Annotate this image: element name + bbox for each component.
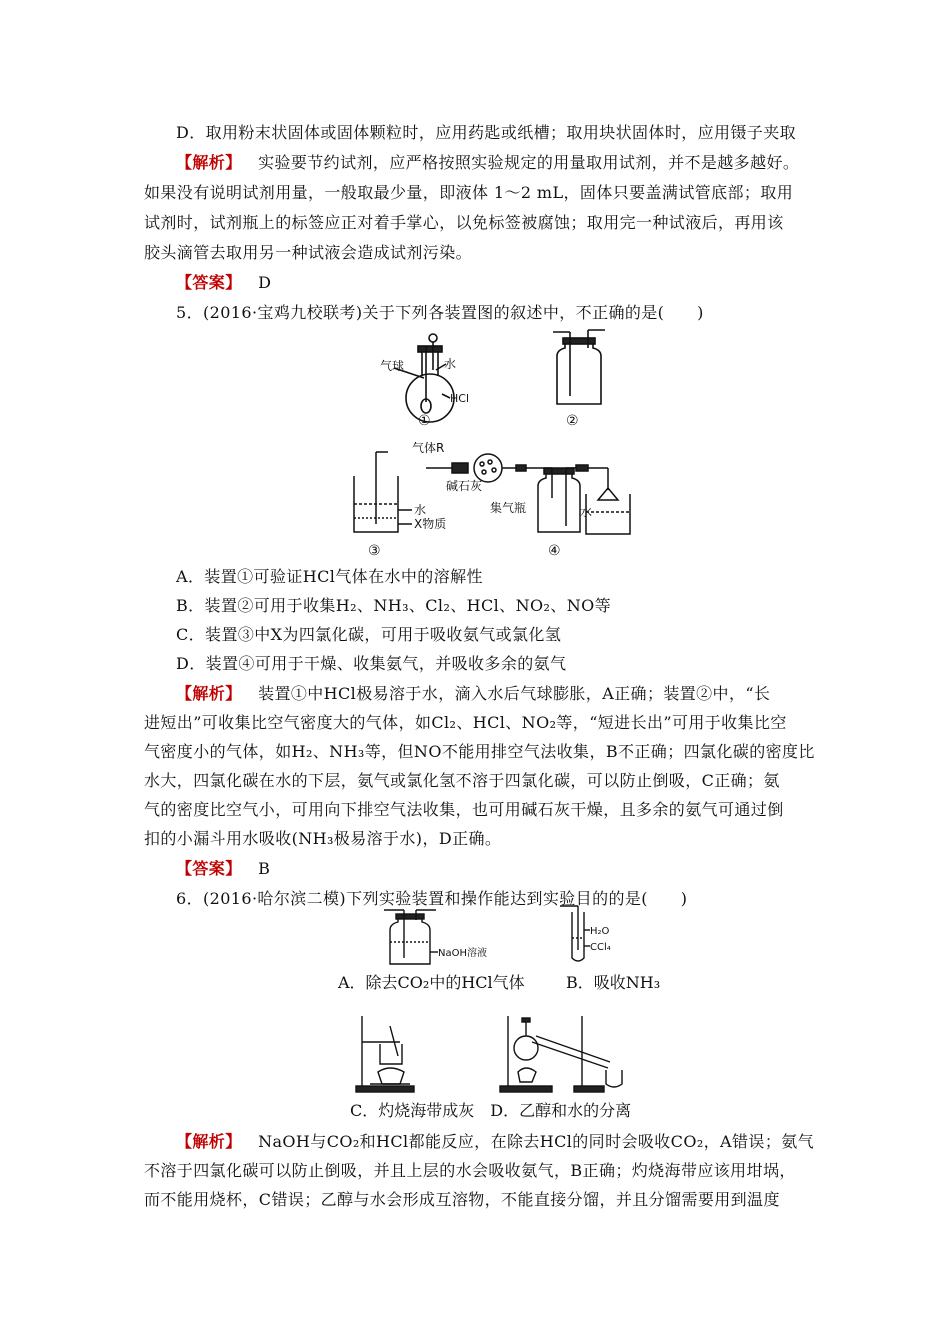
balloon-label: 气球 xyxy=(380,359,405,373)
q6-analysis-line-3: 而不能用烧杯，C错误；乙醇与水会形成互溶物，不能直接分馏，并且分馏需要用到温度 xyxy=(144,1190,780,1209)
q6-figure-b xyxy=(558,902,618,968)
q5-figure-3-4 xyxy=(340,440,660,550)
ccl4-label: CCl₄ xyxy=(590,942,611,953)
q5-analysis-line-3: 气密度小的气体，如H₂、NH₃等，但NO不能用排空气法收集，B不正确；四氯化碳的密度比 xyxy=(144,742,815,761)
q6-stem: 6．(2016·哈尔滨二模)下列实验装置和操作能达到实验目的的是( ) xyxy=(176,889,688,908)
q5-analysis-line-5: 气的密度比空气小，可用向下排空气法收集，也可用碱石灰干燥，且多余的氨气可通过倒 xyxy=(144,800,784,819)
hcl-label: HCl xyxy=(450,392,470,405)
fig2-caption: ② xyxy=(566,413,579,429)
q5-option-d: D．装置④可用于干燥、收集氨气，并吸收多余的氨气 xyxy=(176,654,567,673)
q5-stem: 5．(2016·宝鸡九校联考)关于下列各装置图的叙述中，不正确的是( ) xyxy=(176,303,704,322)
q5-analysis-line-6: 扣的小漏斗用水吸收(NH₃极易溶于水)，D正确。 xyxy=(144,829,502,848)
q6-figure-c xyxy=(350,1012,420,1094)
q4-answer: 【答案】 D xyxy=(176,273,272,292)
fig3-caption: ③ xyxy=(368,543,381,559)
q6-caption-a: A．除去CO₂中的HCl气体 xyxy=(338,973,525,992)
answer-tag: 【答案】 xyxy=(176,859,242,878)
soda-lime-label: 碱石灰 xyxy=(446,479,483,493)
x-substance-label: X物质 xyxy=(414,517,447,531)
q6-analysis-line-1: 【解析】 NaOH与CO₂和HCl都能反应，在除去HCl的同时会吸收CO₂，A错误；氨气 xyxy=(176,1132,815,1151)
gas-bottle-label: 集气瓶 xyxy=(490,501,527,515)
q6-caption-cd: C．灼烧海带成灰 D．乙醇和水的分离 xyxy=(350,1101,632,1120)
q6-figure-a xyxy=(380,906,487,968)
q5-option-b: B．装置②可用于收集H₂、NH₃、Cl₂、HCl、NO₂、NO等 xyxy=(176,596,612,615)
q4-analysis-line-4: 胶头滴管去取用另一种试液会造成试剂污染。 xyxy=(144,243,473,262)
q5-figure-2 xyxy=(545,330,615,410)
h2o-label: H₂O xyxy=(590,926,610,937)
q5-answer: 【答案】 B xyxy=(176,859,271,878)
water-label-4: 水 xyxy=(580,505,593,519)
q4-analysis-line-3: 试剂时，试剂瓶上的标签应正对着手掌心，以免标签被腐蚀；取用完一种试液后，再用该 xyxy=(144,213,784,232)
q5-option-c: C．装置③中X为四氯化碳，可用于吸收氨气或氯化氢 xyxy=(176,625,562,644)
fig4-caption: ④ xyxy=(548,543,561,559)
q6-caption-b: B．吸收NH₃ xyxy=(566,973,661,992)
gas-r-label: 气体R xyxy=(412,441,445,455)
q4-analysis-line-2: 如果没有说明试剂用量，一般取最少量，即液体 1～2 mL，固体只要盖满试管底部；取用 xyxy=(144,183,794,202)
q5-figure-1 xyxy=(380,330,490,440)
q5-analysis-line-4: 水大，四氯化碳在水的下层，氨气或氯化氢不溶于四氯化碳，可以防止倒吸，C正确；氨 xyxy=(144,771,780,790)
analysis-tag: 【解析】 xyxy=(176,1132,242,1151)
q5-option-a: A．装置①可验证HCl气体在水中的溶解性 xyxy=(176,567,483,586)
water-label: 水 xyxy=(444,357,457,371)
analysis-tag: 【解析】 xyxy=(176,153,242,172)
q6-figure-d xyxy=(496,1012,636,1094)
analysis-tag: 【解析】 xyxy=(176,684,242,703)
fig1-caption: ① xyxy=(418,413,431,429)
q4-analysis-line-1: 【解析】 实验要节约试剂，应严格按照实验规定的用量取用试剂，并不是越多越好。 xyxy=(176,153,800,172)
q5-analysis-line-2: 进短出”可收集比空气密度大的气体，如Cl₂、HCl、NO₂等，“短进长出”可用于收集比空 xyxy=(144,713,787,732)
q4-option-d: D．取用粉末状固体或固体颗粒时，应用药匙或纸槽；取用块状固体时，应用镊子夹取 xyxy=(176,123,797,142)
answer-tag: 【答案】 xyxy=(176,273,242,292)
q6-analysis-line-2: 不溶于四氯化碳可以防止倒吸，并且上层的水会吸收氨气，B正确；灼烧海带应该用坩埚， xyxy=(144,1161,796,1180)
naoh-label: NaOH溶液 xyxy=(438,948,487,959)
q5-analysis-line-1: 【解析】 装置①中HCl极易溶于水，滴入水后气球膨胀，A正确；装置②中，“长 xyxy=(176,684,771,703)
water-label-3: 水 xyxy=(414,503,427,517)
